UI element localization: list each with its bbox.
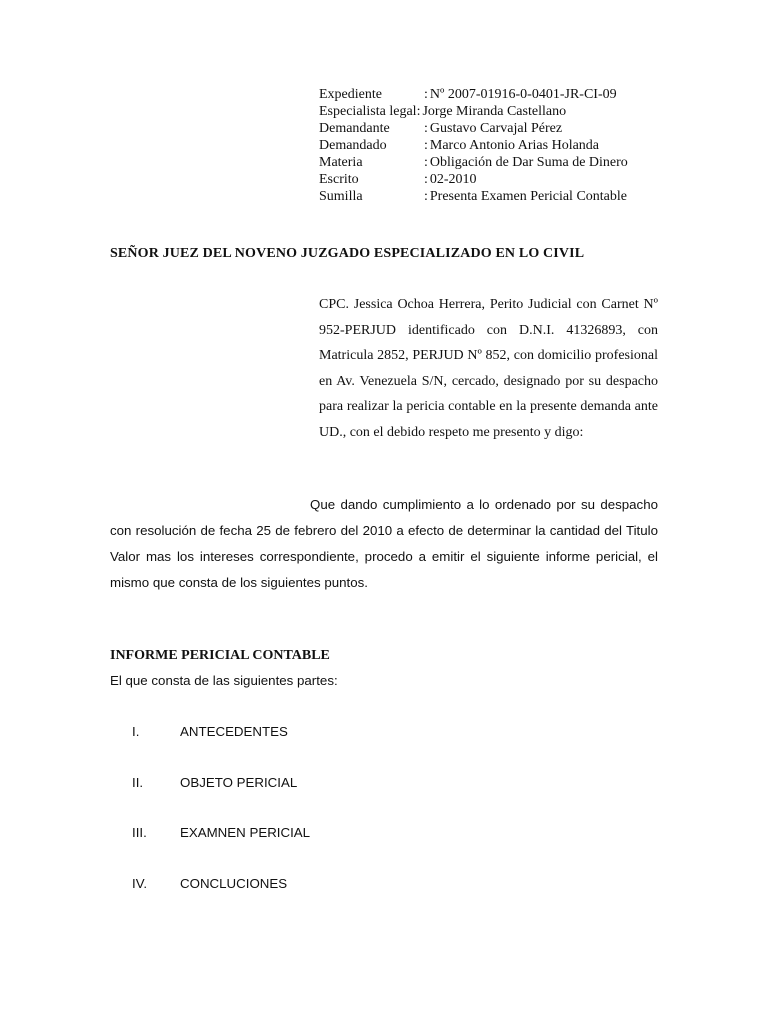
- header-row-expediente: [319, 86, 699, 103]
- header-separator: :: [424, 87, 428, 102]
- header-row-materia: [319, 154, 699, 171]
- addressee-heading: SEÑOR JUEZ DEL NOVENO JUZGADO ESPECIALIZADO EN LO CIVIL: [110, 246, 585, 261]
- header-label: Demandado: [319, 138, 387, 153]
- section-subtitle: El que consta de las siguientes partes:: [110, 673, 338, 688]
- list-item-number: IV.: [132, 875, 148, 891]
- header-value: Obligación de Dar Suma de Dinero: [429, 155, 628, 170]
- header-row-especialista: [319, 103, 699, 120]
- body-paragraph: Que dando cumplimiento a lo ordenado por su despacho con resolución de fecha 25 de febrero del 2010 a efecto de determinar la cantidad del Titulo Valor mas los intereses correspondiente, procedo a emitir el siguiente informe pericial, el mismo que consta de los siguientes puntos.: [110, 497, 658, 590]
- header-label: Materia: [319, 155, 363, 170]
- list-item-number: III.: [132, 825, 147, 840]
- list-item-label: EXAMNEN PERICIAL: [180, 825, 311, 840]
- list-item-label: OBJETO PERICIAL: [180, 774, 298, 790]
- list-item: [132, 723, 310, 774]
- header-separator: :: [424, 138, 428, 153]
- header-separator: :: [424, 172, 428, 187]
- header-label: Demandante: [319, 121, 390, 136]
- header-value: Presenta Examen Pericial Contable: [429, 189, 627, 204]
- list-item: [132, 875, 310, 926]
- list-item-number: II.: [132, 774, 144, 790]
- header-separator: :: [424, 155, 428, 170]
- header-value: Gustavo Carvajal Pérez: [429, 121, 563, 136]
- intro-paragraph: CPC. Jessica Ochoa Herrera, Perito Judicial con Carnet Nº 952-PERJUD identificado con D.N.I. 41326893, con Matricula 2852, PERJUD Nº 852, con domicilio profesional en Av. Venezuela S/N, cercado, designado por su despacho para realizar la pericia contable en la presente demanda ante UD., con el debido respeto me presento y digo:: [319, 297, 658, 440]
- parts-list: [132, 723, 310, 925]
- header-value: 02-2010: [429, 172, 477, 187]
- header-separator: :: [424, 189, 428, 204]
- header-row-demandado: [319, 137, 699, 154]
- section-title: INFORME PERICIAL CONTABLE: [110, 648, 330, 663]
- header-value: Jorge Miranda Castellano: [422, 104, 567, 119]
- list-item: [132, 774, 310, 825]
- header-row-escrito: [319, 171, 699, 188]
- header-label: Escrito: [319, 172, 359, 187]
- case-header: [319, 86, 699, 205]
- header-label: Sumilla: [319, 189, 363, 204]
- header-label: Expediente: [319, 87, 382, 102]
- list-item-label: ANTECEDENTES: [180, 724, 288, 739]
- header-separator: :: [424, 121, 428, 136]
- header-row-demandante: [319, 120, 699, 137]
- list-item: [132, 824, 310, 875]
- header-row-sumilla: [319, 188, 699, 205]
- header-value: Marco Antonio Arias Holanda: [429, 138, 600, 153]
- list-item-number: I.: [132, 724, 140, 739]
- header-value: Nº 2007-01916-0-0401-JR-CI-09: [429, 87, 617, 102]
- header-label: Especialista legal:: [319, 104, 421, 119]
- list-item-label: CONCLUCIONES: [180, 875, 288, 891]
